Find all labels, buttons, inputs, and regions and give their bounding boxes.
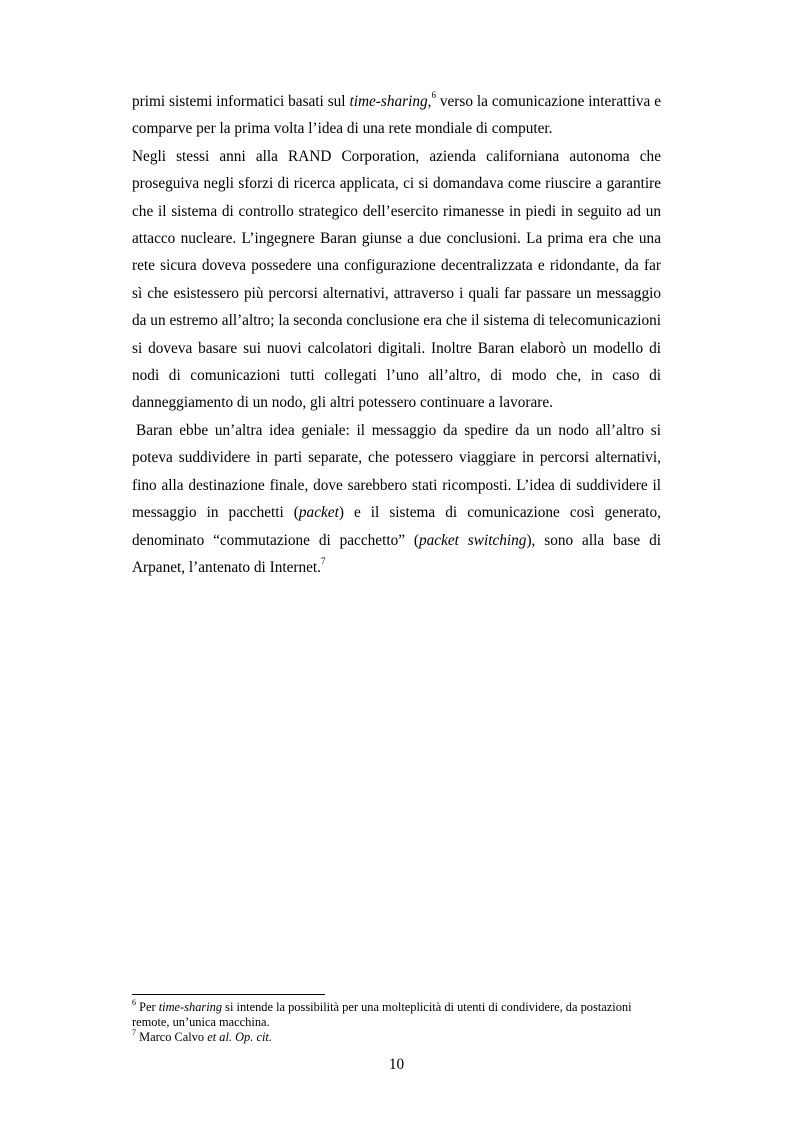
term-time-sharing: time-sharing bbox=[349, 93, 428, 110]
footnotes bbox=[132, 997, 661, 1045]
paragraph-3: Baran ebbe un’altra idea geniale: il messaggio da spedire da un nodo all’altro si poteva suddividere in parti separate, che potessero viaggiare in percorsi alternativi, fino alla destinazione finale, dove sarebbero stati ricomposti. L’idea di suddividere il messaggio in pacchetti (packet) e il sistema di comunicazione così generato, denominato “commutazione di pacchetto” (packet switching), sono alla base di Arpanet, l’antenato di Internet.$^7$ bbox=[132, 421, 661, 576]
term-packet: packet bbox=[298, 504, 339, 522]
footnote-ref-7: 7 bbox=[321, 555, 326, 566]
term-packet-switching: packet switching bbox=[419, 531, 527, 549]
page-number: 10 bbox=[388, 1056, 405, 1073]
footnote-7: $^7$ Marco Calvo et al. Op. cit. bbox=[132, 1027, 272, 1044]
footnote-6: $^6$ Per time-sharing si intende la possibilità per una molteplicità di utenti di condividere, da postazioni remote, un’unica macchina. bbox=[132, 997, 632, 1029]
footnote-ref-6: 6 bbox=[431, 89, 436, 100]
main-text bbox=[132, 88, 661, 581]
footnote-separator bbox=[132, 994, 325, 995]
paragraph-2: Negli stessi anni alla RAND Corporation, azienda californiana autonoma che proseguiva negli sforzi di ricerca applicata, ci si domandava come riuscire a garantire che il sistema di controllo strategico dell’esercito rimanesse in piedi in seguito ad un attacco nucleare. L’ingegnere Baran giunse a due conclusioni. La prima era che una rete sicura doveva possedere una configurazione decentralizzata e ridondante, da far sì che esistessero più percorsi alternativi, attraverso i quali far passare un messaggio da un estremo all’altro; la seconda conclusione era che il sistema di telecomunicazioni si doveva basare sui nuovi calcolatori digitali. Inoltre Baran elaborò un modello di nodi di comunicazioni tutti collegati l’uno all’altro, di modo che, in caso di danneggiamento di un nodo, gli altri potessero continuare a lavorare. bbox=[132, 147, 661, 412]
paragraph-1: primi sistemi informatici basati sul time-sharing,$^6$ verso la comunicazione interattiva e comparve per la prima volta l’idea di una rete mondiale di computer. bbox=[132, 89, 661, 138]
